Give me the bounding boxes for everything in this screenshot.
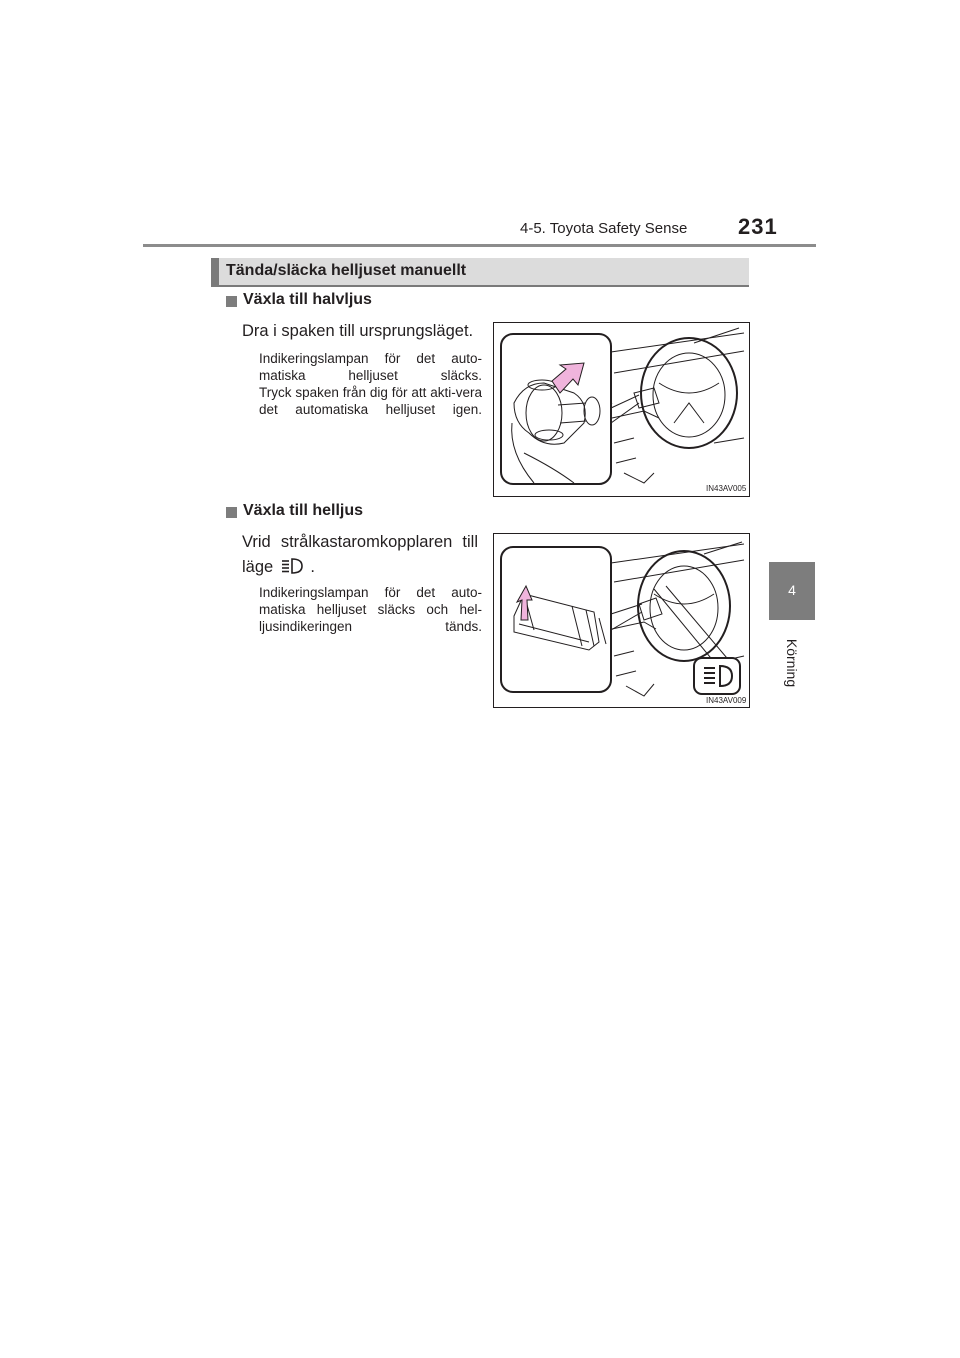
block-2-note-1: Indikeringslampan för det auto-matiska helljuset släcks och hel-ljusindikeringen tänds.	[259, 585, 482, 634]
figure-lever-pull	[493, 322, 750, 497]
header-rule	[143, 244, 816, 247]
bullet-square-icon	[226, 296, 237, 307]
block-2-instruction-line1: Vrid strålkastaromkopplaren till	[242, 533, 478, 551]
page-number: 231	[738, 214, 778, 239]
bullet-square-icon	[226, 507, 237, 518]
chapter-number: 4	[788, 582, 796, 598]
block-1-instruction: Dra i spaken till ursprungsläget.	[242, 322, 474, 340]
block-2-heading: Växla till helljus	[243, 502, 364, 519]
chapter-label-text: Körning	[784, 638, 800, 688]
instruction-prefix: läge	[242, 558, 274, 576]
chapter-label	[782, 633, 802, 693]
chapter-tab[interactable]	[769, 562, 815, 620]
figure-lever-rotate	[493, 533, 750, 708]
section-title: Tända/släcka helljuset manuellt	[226, 262, 467, 279]
lever-rotate-illustration	[494, 534, 749, 707]
block-2-instruction-line2	[242, 554, 315, 580]
high-beam-icon	[280, 557, 304, 575]
section-title-accent	[211, 258, 219, 285]
block-1-note-2: Tryck spaken från dig för att akti-vera det automatiska helljuset igen.	[259, 385, 482, 417]
header-section-title: 4-5. Toyota Safety Sense	[520, 220, 688, 237]
block-1-heading: Växla till halvljus	[243, 291, 372, 308]
figure-1-code: IN43AV005	[706, 484, 747, 493]
lever-pull-illustration	[494, 323, 749, 496]
figure-2-code: IN43AV009	[706, 696, 747, 705]
block-1-note-1: Indikeringslampan för det auto-matiska helljuset släcks.	[259, 351, 482, 383]
instruction-suffix: .	[310, 558, 315, 576]
